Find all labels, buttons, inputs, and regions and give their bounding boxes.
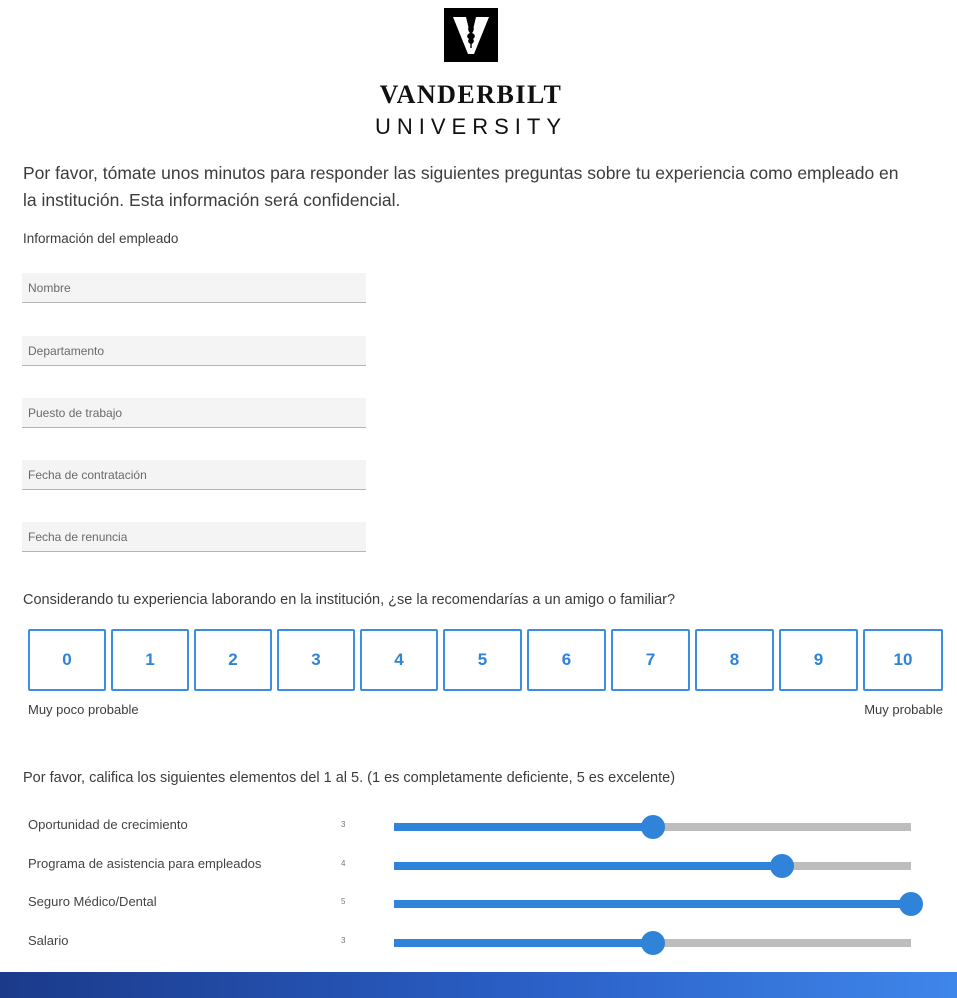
- name-field-container: [22, 273, 366, 303]
- vanderbilt-logo-icon: [444, 8, 498, 62]
- rating-slider[interactable]: [394, 900, 911, 908]
- nps-option-1[interactable]: 1: [111, 629, 189, 691]
- hire-date-field[interactable]: [22, 460, 366, 489]
- nps-option-3[interactable]: 3: [277, 629, 355, 691]
- nps-low-label: Muy poco probable: [28, 702, 139, 717]
- brand-name: VANDERBILT: [379, 80, 563, 109]
- rating-label: Oportunidad de crecimiento: [28, 817, 188, 832]
- rating-value: 4: [341, 859, 346, 868]
- nps-option-4[interactable]: 4: [360, 629, 438, 691]
- hire-date-field-container: [22, 460, 366, 490]
- rating-label: Programa de asistencia para empleados: [28, 856, 262, 871]
- slider-thumb[interactable]: [641, 931, 665, 955]
- nps-scale: [28, 629, 943, 691]
- nps-option-8[interactable]: 8: [695, 629, 774, 691]
- rating-value: 3: [341, 936, 346, 945]
- rating-slider[interactable]: [394, 862, 911, 870]
- footer-gradient-bar: [0, 972, 957, 998]
- resignation-date-field-container: [22, 522, 366, 552]
- nps-option-0[interactable]: 0: [28, 629, 106, 691]
- department-field-container: [22, 336, 366, 366]
- nps-option-7[interactable]: 7: [611, 629, 690, 691]
- rating-label: Salario: [28, 933, 69, 948]
- nps-option-5[interactable]: 5: [443, 629, 522, 691]
- rating-value: 5: [341, 897, 346, 906]
- rating-row: [28, 930, 928, 954]
- nps-option-9[interactable]: 9: [779, 629, 858, 691]
- employee-section-label: Información del empleado: [23, 231, 179, 246]
- job-title-field-container: [22, 398, 366, 428]
- rating-value: 3: [341, 820, 346, 829]
- department-field[interactable]: [22, 336, 366, 365]
- rating-row: [28, 814, 928, 838]
- nps-option-6[interactable]: 6: [527, 629, 606, 691]
- ratings-question: Por favor, califica los siguientes elementos del 1 al 5. (1 es completamente deficiente, 5 es excelente): [23, 770, 676, 786]
- slider-fill: [394, 823, 653, 831]
- job-title-field[interactable]: [22, 398, 366, 427]
- rating-slider[interactable]: [394, 939, 911, 947]
- rating-slider[interactable]: [394, 823, 911, 831]
- brand-subtitle: UNIVERSITY: [374, 114, 568, 139]
- nps-high-label: Muy probable: [864, 702, 943, 717]
- rating-row: [28, 853, 928, 877]
- nps-option-2[interactable]: 2: [194, 629, 272, 691]
- slider-thumb[interactable]: [899, 892, 923, 916]
- rating-label: Seguro Médico/Dental: [28, 894, 157, 909]
- nps-question: Considerando tu experiencia laborando en la institución, ¿se la recomendarías a un amigo o familiar?: [23, 592, 676, 608]
- rating-row: [28, 891, 928, 915]
- slider-fill: [394, 900, 911, 908]
- intro-text: Por favor, tómate unos minutos para responder las siguientes preguntas sobre tu experiencia como empleado en la institución. Esta información será confidencial.: [23, 163, 899, 210]
- slider-fill: [394, 939, 653, 947]
- slider-thumb[interactable]: [641, 815, 665, 839]
- nps-option-10[interactable]: 10: [863, 629, 943, 691]
- slider-fill: [394, 862, 782, 870]
- name-field[interactable]: [22, 273, 366, 302]
- slider-thumb[interactable]: [770, 854, 794, 878]
- resignation-date-field[interactable]: [22, 522, 366, 551]
